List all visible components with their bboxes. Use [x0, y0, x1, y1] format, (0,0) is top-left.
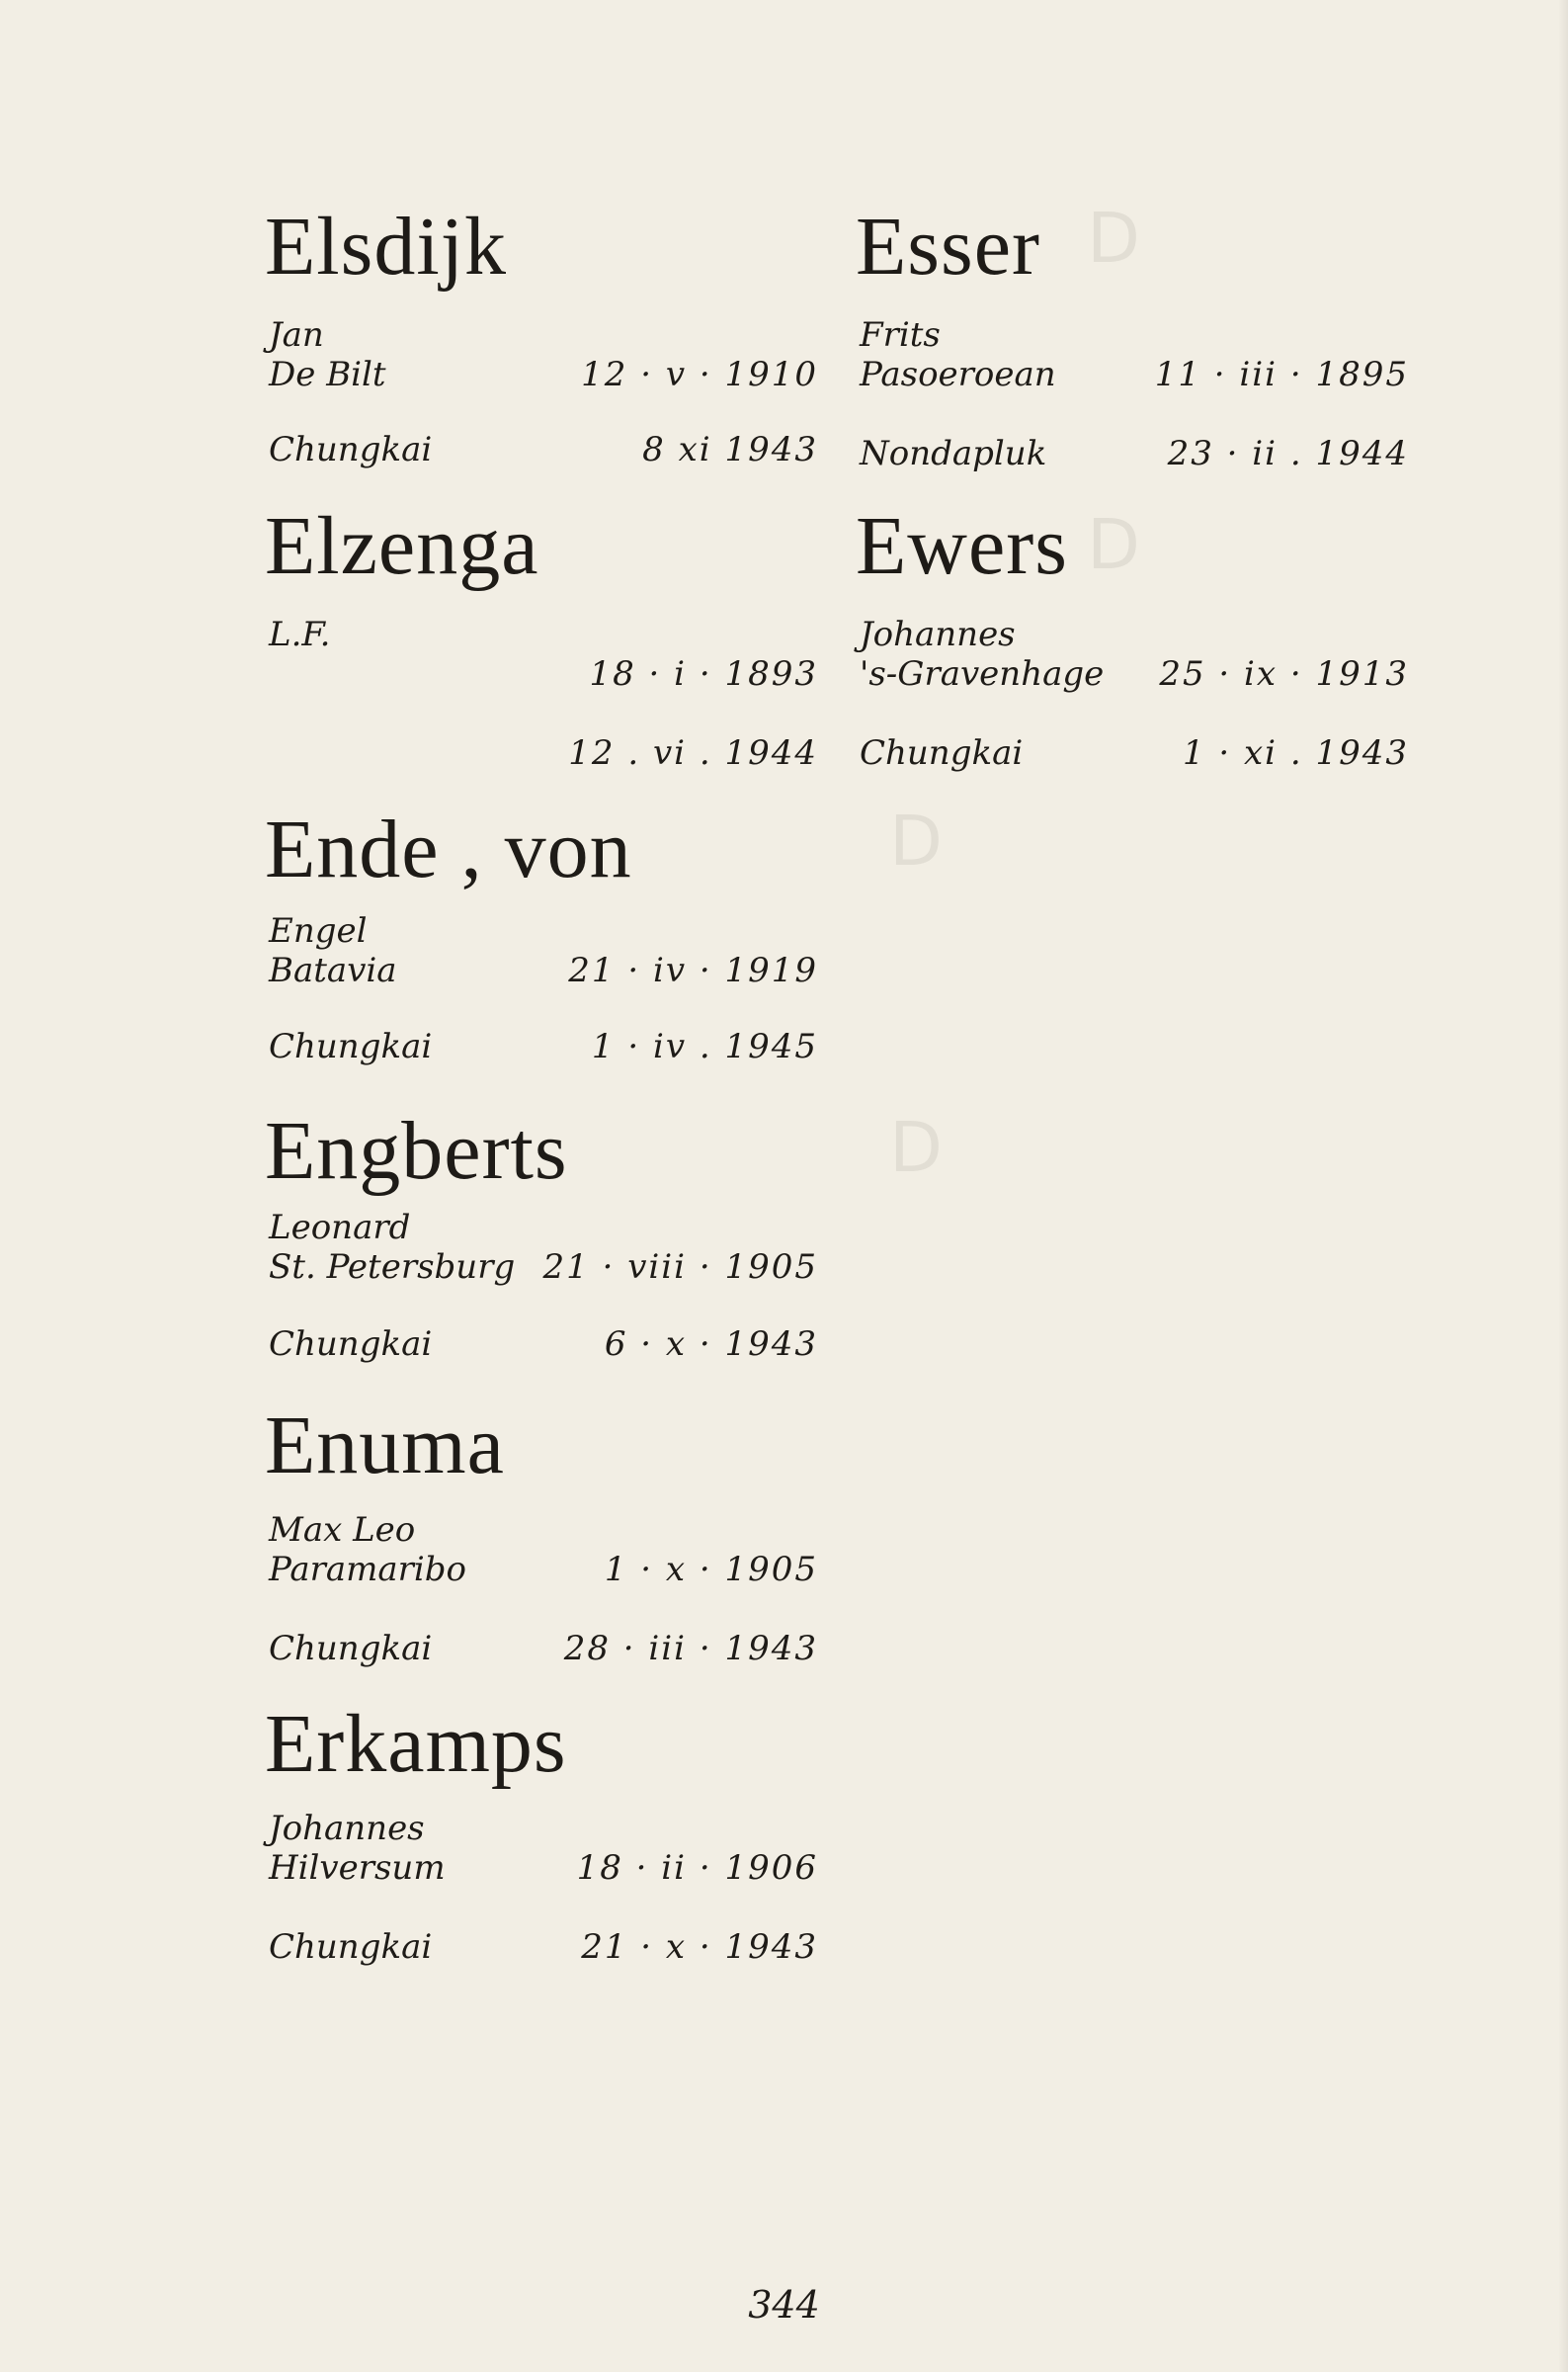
birth-date: 21 · iv · 1919 [568, 951, 818, 990]
show-through: ᗡ [1087, 202, 1140, 278]
given-name-line [269, 313, 818, 357]
death-date: 21 · x · 1943 [581, 1927, 818, 1967]
death-line [269, 1925, 818, 1969]
birth-line [269, 1548, 818, 1591]
birth-date: 21 · viii · 1905 [542, 1247, 818, 1287]
birth-date: 1 · x · 1905 [604, 1550, 818, 1589]
birth-date: 11 · iii · 1895 [1154, 355, 1409, 394]
given-name: Jan [269, 315, 324, 355]
birth-line [269, 1245, 818, 1289]
death-place: Chungkai [269, 1629, 433, 1668]
death-place: Chungkai [860, 733, 1024, 773]
death-date: 1 · iv . 1945 [591, 1027, 818, 1066]
given-name: Engel [269, 911, 368, 951]
show-through: ᗡ [889, 805, 943, 881]
death-date: 28 · iii · 1943 [563, 1629, 818, 1668]
birth-date: 18 · i · 1893 [589, 654, 818, 694]
birth-place: St. Petersburg [269, 1247, 516, 1287]
birth-place: Hilversum [269, 1848, 446, 1888]
death-place: Chungkai [269, 430, 433, 469]
surname: Ewers [856, 500, 1068, 592]
birth-line [269, 949, 818, 992]
show-through: ᗡ [1087, 508, 1140, 584]
birth-place: Batavia [269, 951, 397, 990]
birth-place: De Bilt [269, 355, 386, 394]
given-name-line [269, 1807, 818, 1850]
given-name: Max Leo [269, 1510, 416, 1550]
given-name-line [269, 1508, 818, 1552]
given-name-line [269, 909, 818, 953]
birth-line [269, 353, 818, 396]
death-place: Nondapluk [860, 434, 1047, 473]
surname: Elsdijk [265, 201, 508, 293]
page-number: 344 [748, 2283, 820, 2327]
given-name-line [269, 1206, 818, 1249]
surname: Ende , von [265, 804, 632, 895]
death-place: Chungkai [269, 1927, 433, 1967]
given-name-line [860, 613, 1409, 656]
given-name: Johannes [269, 1809, 425, 1848]
death-date: 6 · x · 1943 [604, 1324, 818, 1364]
given-name-line [860, 313, 1409, 357]
death-date: 12 . vi . 1944 [568, 733, 818, 773]
birth-place: 's-Gravenhage [860, 654, 1105, 694]
death-line [269, 731, 818, 775]
given-name-line [269, 613, 818, 656]
surname: Esser [856, 201, 1040, 293]
death-date: 8 xi 1943 [642, 430, 818, 469]
surname: Erkamps [265, 1698, 567, 1790]
birth-date: 12 · v · 1910 [581, 355, 818, 394]
death-line [269, 428, 818, 471]
given-name: Frits [860, 315, 941, 355]
death-line [269, 1322, 818, 1366]
death-place: Chungkai [269, 1027, 433, 1066]
birth-date: 25 · ix · 1913 [1159, 654, 1409, 694]
page-edge-shadow [1558, 0, 1568, 2372]
surname: Enuma [265, 1399, 505, 1491]
surname: Elzenga [265, 500, 539, 592]
surname: Engberts [265, 1105, 568, 1197]
birth-line [860, 652, 1409, 696]
death-date: 23 · ii . 1944 [1167, 434, 1409, 473]
birth-line [860, 353, 1409, 396]
death-line [860, 731, 1409, 775]
birth-date: 18 · ii · 1906 [576, 1848, 818, 1888]
birth-place: Paramaribo [269, 1550, 467, 1589]
death-line [269, 1627, 818, 1670]
given-name: Leonard [269, 1208, 411, 1247]
death-line [860, 432, 1409, 475]
death-place: Chungkai [269, 1324, 433, 1364]
death-line [269, 1025, 818, 1068]
show-through: ᗡ [889, 1111, 943, 1187]
birth-line [269, 1846, 818, 1890]
given-name: Johannes [860, 615, 1016, 654]
given-name: L.F. [269, 615, 331, 654]
birth-line [269, 652, 818, 696]
death-date: 1 · xi . 1943 [1182, 733, 1409, 773]
birth-place: Pasoeroean [860, 355, 1056, 394]
